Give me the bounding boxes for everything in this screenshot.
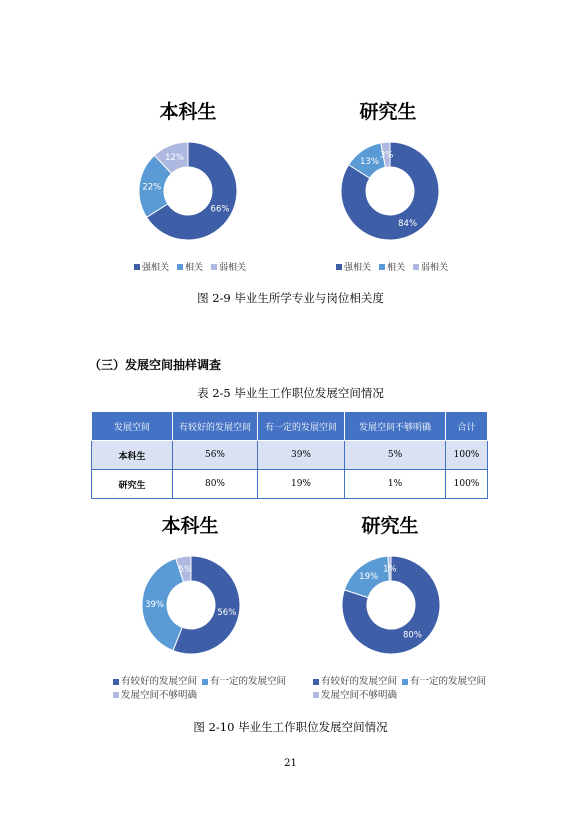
table-header-row bbox=[92, 412, 488, 441]
legend-item: 相关 bbox=[185, 263, 204, 273]
legend-item: 有一定的发展空间 bbox=[210, 676, 287, 687]
slice-label: 12% bbox=[165, 153, 185, 164]
donut-chart-grad-development bbox=[340, 554, 442, 656]
legend-item: 发展空间不够明确 bbox=[121, 689, 198, 701]
table-cell: 56% bbox=[173, 441, 258, 470]
chart3-title: 本科生 bbox=[161, 515, 219, 537]
donut-chart-undergrad-development bbox=[140, 554, 242, 656]
slice-label: 66% bbox=[210, 204, 230, 215]
slice-label: 39% bbox=[145, 599, 164, 610]
slice-label: 80% bbox=[403, 630, 422, 641]
legend-item: 发展空间不够明确 bbox=[321, 689, 398, 701]
page-number: 21 bbox=[284, 758, 297, 769]
legend-item: 强相关 bbox=[344, 263, 372, 273]
legend-item: 强相关 bbox=[142, 263, 170, 273]
table-cell: 研究生 bbox=[92, 470, 173, 499]
donut-chart-undergrad-relevance bbox=[137, 140, 239, 242]
slice-label: 56% bbox=[217, 607, 237, 618]
table-header-cell: 发展空间不够明确 bbox=[345, 412, 446, 441]
legend-relevance-2 bbox=[336, 260, 448, 273]
legend-item: 相关 bbox=[387, 263, 406, 273]
legend-development-1 bbox=[113, 675, 288, 702]
legend-relevance-1 bbox=[134, 260, 246, 273]
legend-item: 有一定的发展空间 bbox=[410, 676, 487, 687]
legend-item: 有较好的发展空间 bbox=[121, 676, 198, 687]
donut-chart-grad-relevance bbox=[339, 140, 441, 242]
slice-label: 19% bbox=[359, 572, 379, 583]
table-cell: 80% bbox=[173, 470, 258, 499]
slice-label: 84% bbox=[398, 218, 418, 229]
section-heading: （三）发展空间抽样调查 bbox=[89, 358, 222, 372]
figure-caption-2-10: 图 2-10 毕业生工作职位发展空间情况 bbox=[193, 720, 388, 734]
legend-item: 有较好的发展空间 bbox=[321, 676, 398, 687]
table-row bbox=[92, 441, 488, 470]
table-header-cell: 合计 bbox=[446, 412, 488, 441]
table-caption-2-5: 表 2-5 毕业生工作职位发展空间情况 bbox=[197, 386, 384, 400]
slice-label: 22% bbox=[142, 182, 162, 193]
legend-item: 弱相关 bbox=[219, 263, 247, 273]
table-cell: 5% bbox=[345, 441, 446, 470]
slice-label: 5% bbox=[178, 564, 193, 575]
chart4-title: 研究生 bbox=[361, 515, 419, 537]
figure-caption-2-9: 图 2-9 毕业生所学专业与岗位相关度 bbox=[197, 291, 384, 305]
table-cell: 19% bbox=[258, 470, 345, 499]
table-cell: 本科生 bbox=[92, 441, 173, 470]
slice-label: 13% bbox=[360, 156, 379, 167]
development-space-table bbox=[91, 411, 488, 499]
table-header-cell: 有一定的发展空间 bbox=[258, 412, 345, 441]
table-cell: 39% bbox=[258, 441, 345, 470]
table-cell: 1% bbox=[345, 470, 446, 499]
legend-item: 弱相关 bbox=[421, 263, 449, 273]
legend-development-2 bbox=[313, 675, 488, 702]
table-row bbox=[92, 470, 488, 499]
slice-label: 1% bbox=[383, 564, 397, 575]
chart2-title: 研究生 bbox=[359, 101, 417, 123]
chart1-title: 本科生 bbox=[159, 101, 217, 123]
slice-label: 3% bbox=[379, 150, 394, 161]
table-cell: 100% bbox=[446, 470, 488, 499]
table-header-cell: 有较好的发展空间 bbox=[173, 412, 258, 441]
table-header-cell: 发展空间 bbox=[92, 412, 173, 441]
table-cell: 100% bbox=[446, 441, 488, 470]
